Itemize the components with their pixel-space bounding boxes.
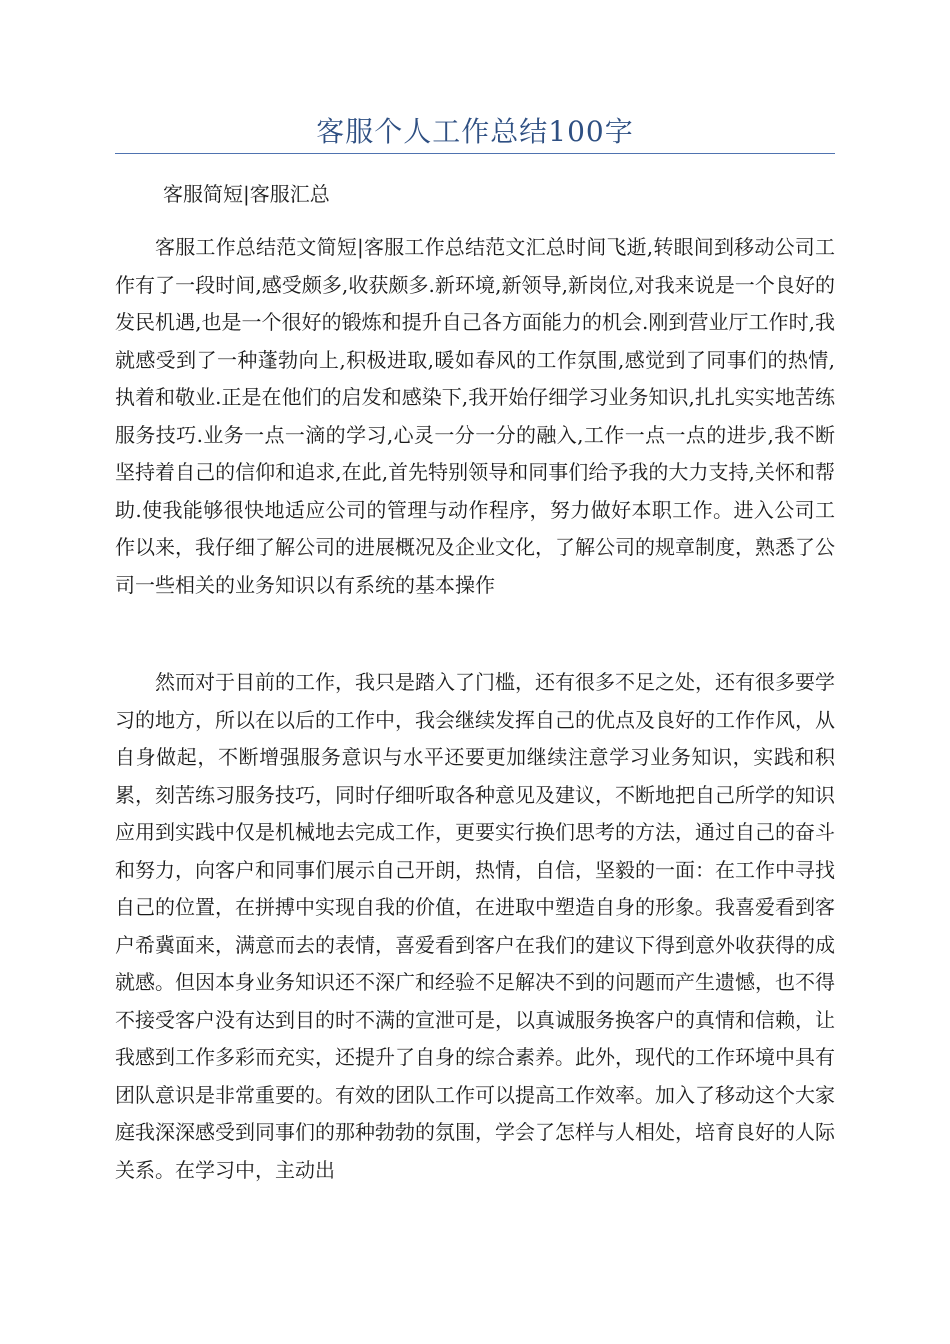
document-subtitle: 客服简短|客服汇总 [163, 182, 330, 206]
body-paragraph: 客服工作总结范文简短|客服工作总结范文汇总时间飞逝,转眼间到移动公司工作有了一段时间,感受颇多,收获颇多.新环境,新领导,新岗位,对我来说是一个良好的发民机遇,也是一个很好的锻炼和提升自己各方面能力的机会.刚到营业厅工作时,我就感受到了一种蓬勃向上,积极进取,暖如春风的工作氛围,感觉到了同事们的热情,执着和敬业.正是在他们的启发和感染下,我开始仔细学习业务知识,扎扎实实地苦练服务技巧.业务一点一滴的学习,心灵一分一分的融入,工作一点一点的进步,我不断坚持着自己的信仰和追求,在此,首先特别领导和同事们给予我的大力支持,关怀和帮助.使我能够很快地适应公司的管理与动作程序，努力做好本职工作。进入公司工作以来，我仔细了解公司的进展概况及企业文化，了解公司的规章制度，熟悉了公司一些相关的业务知识以有系统的基本操作 [115, 235, 835, 597]
page-title: 客服个人工作总结100字 [316, 115, 634, 148]
body-paragraph: 然而对于目前的工作，我只是踏入了门槛，还有很多不足之处，还有很多要学习的地方，所以在以后的工作中，我会继续发挥自己的优点及良好的工作作风，从自身做起，不断增强服务意识与水平还要更加继续注意学习业务知识，实践和积累，刻苦练习服务技巧，同时仔细听取各种意见及建议，不断地把自己所学的知识应用到实践中仅是机械地去完成工作，更要实行换们思考的方法，通过自己的奋斗和努力，向客户和同事们展示自己开朗，热情，自信，坚毅的一面：在工作中寻找自己的位置，在拼搏中实现自我的价值，在进取中塑造自身的形象。我喜爱看到客户希冀面来，满意而去的表情，喜爱看到客户在我们的建议下得到意外收获得的成就感。但因本身业务知识还不深广和经验不足解决不到的问题而产生遗憾，也不得不接受客户没有达到目的时不满的宣泄可是，以真诚服务换客户的真情和信赖，让我感到工作多彩而充实，还提升了自身的综合素养。此外，现代的工作环境中具有团队意识是非常重要的。有效的团队工作可以提高工作效率。加入了移动这个大家庭我深深感受到同事们的那种勃勃的氛围，学会了怎样与人相处，培育良好的人际关系。在学习中，主动出 [115, 670, 835, 1182]
title-underline [115, 153, 835, 154]
